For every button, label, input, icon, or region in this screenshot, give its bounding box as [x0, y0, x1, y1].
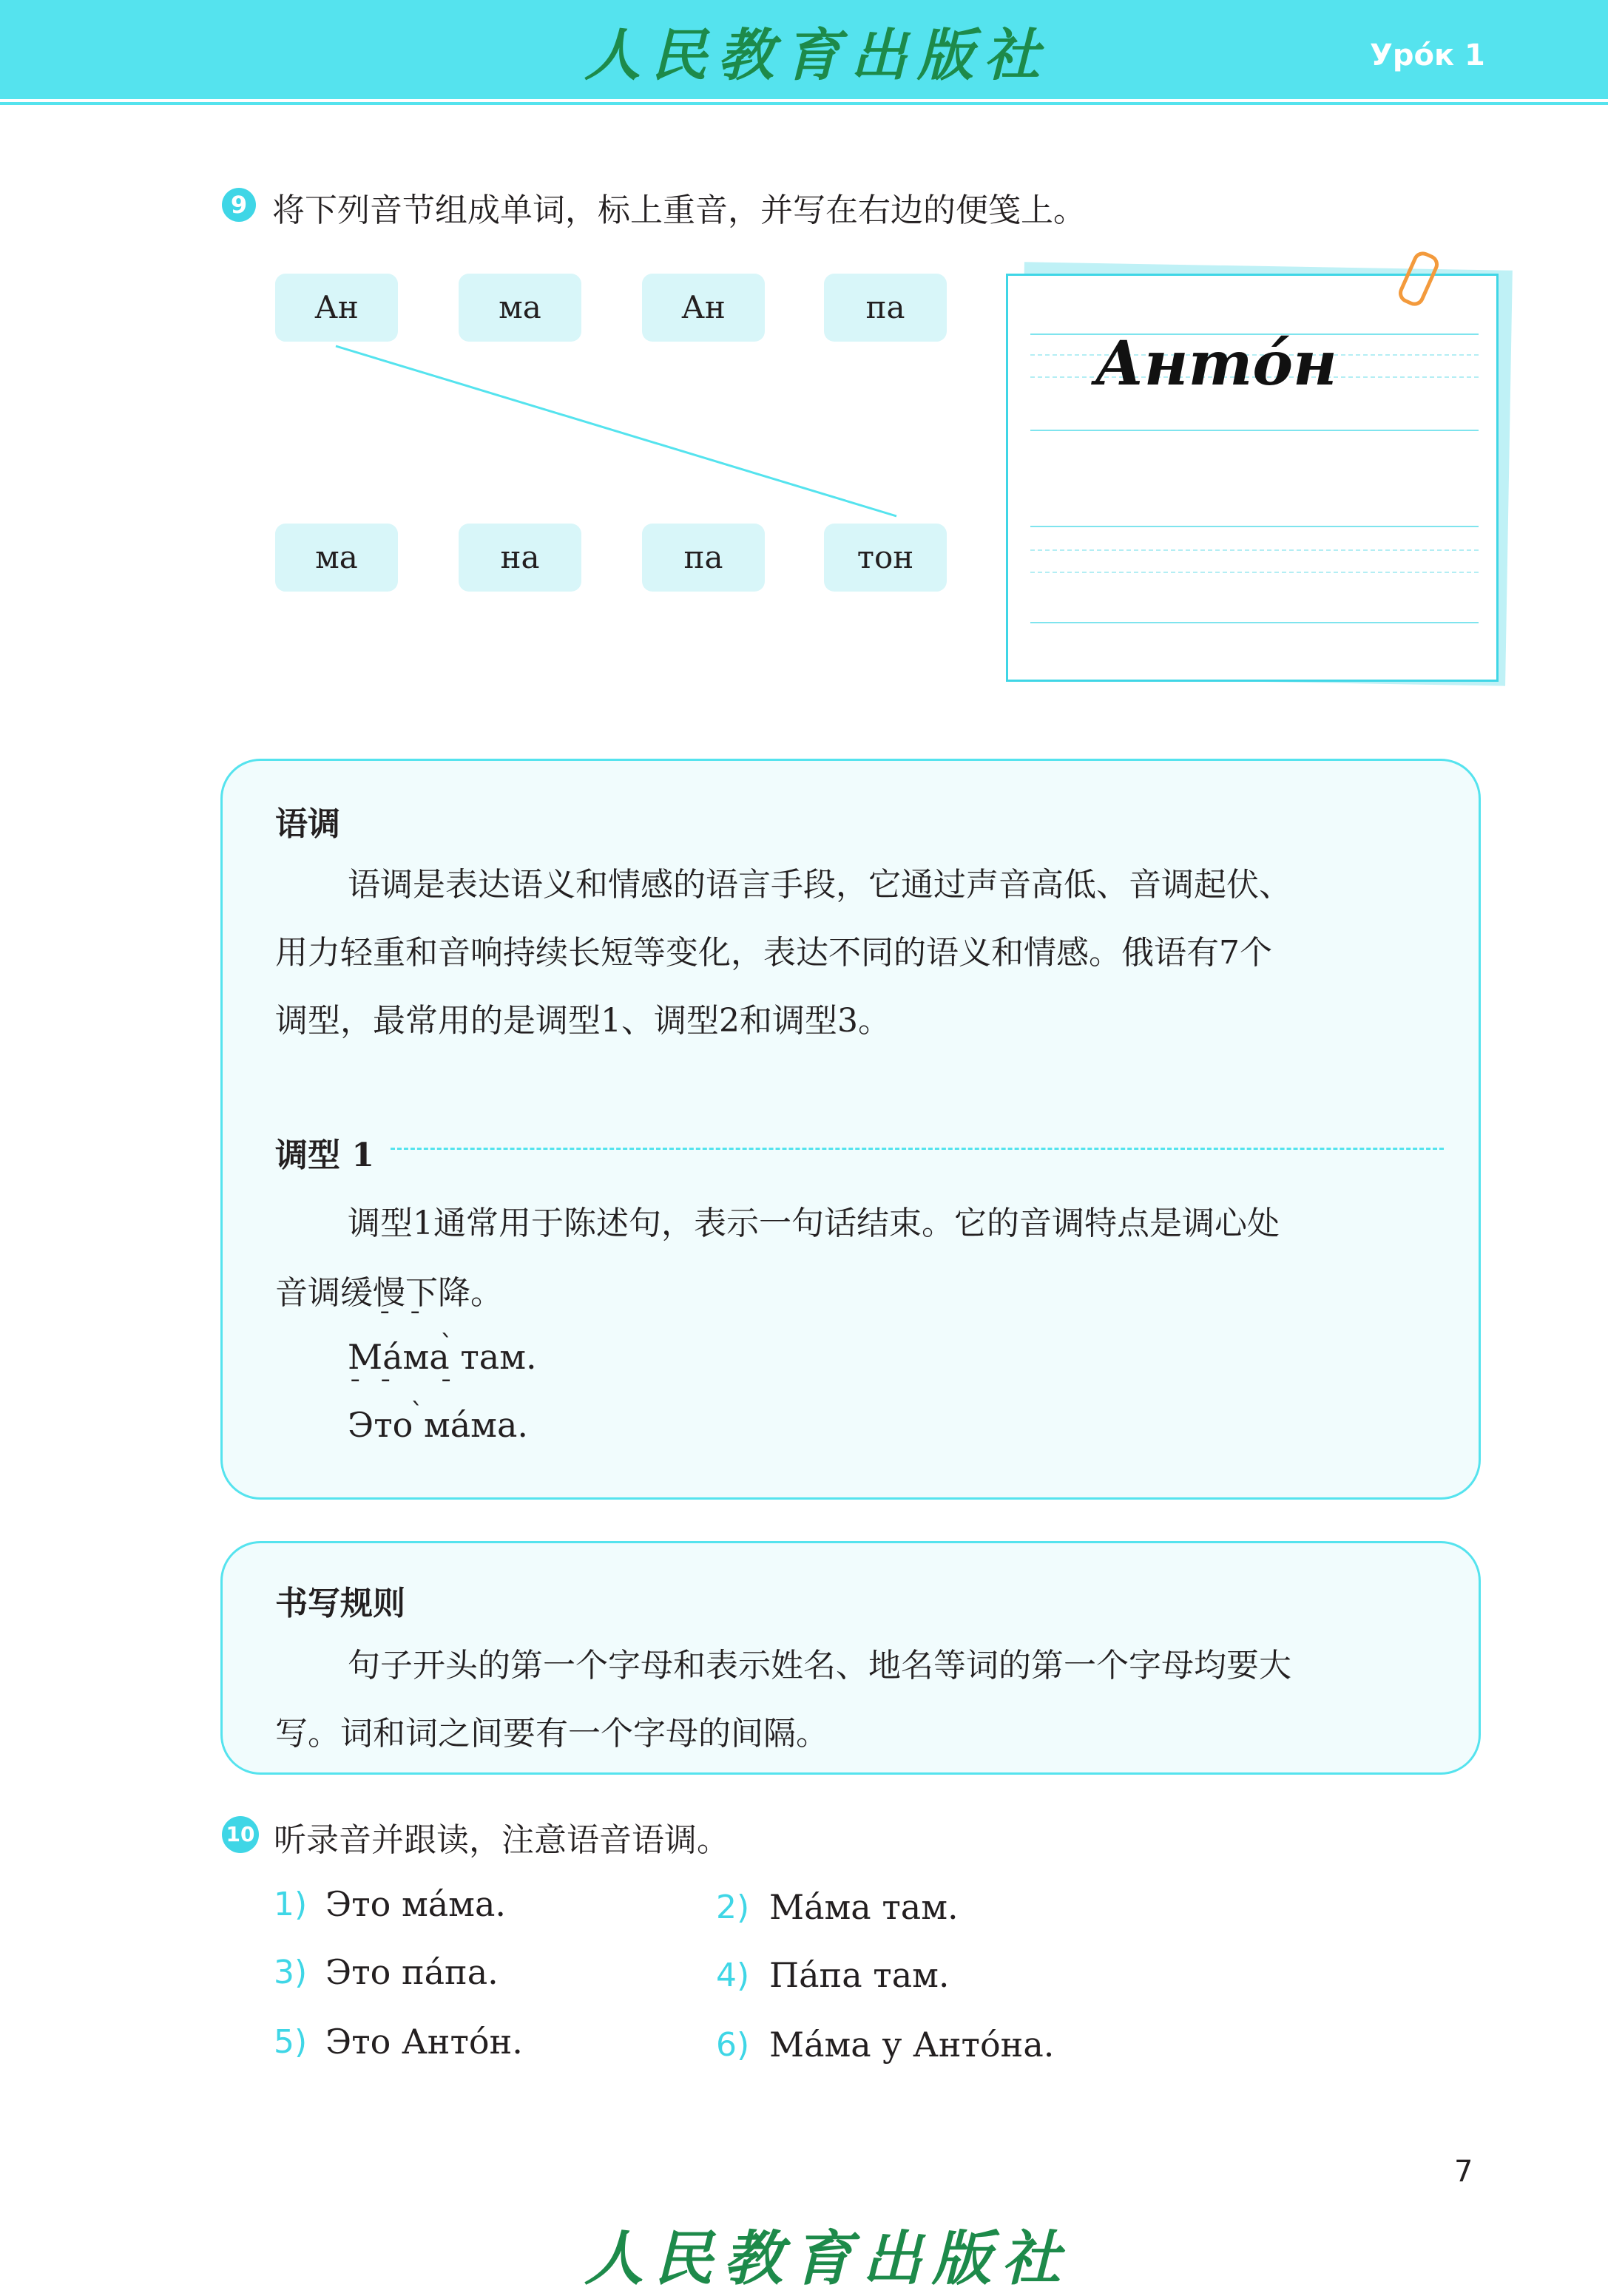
page-number: 7 [1454, 2155, 1473, 2189]
listening-item[interactable]: Пáпа там. [769, 1955, 950, 1995]
item-number: 6) [716, 2026, 750, 2064]
syllable-tile[interactable]: Ан [275, 274, 398, 342]
writing-rules-line: 句子开头的第一个字母和表示姓名、地名等词的第一个字母均要大 [348, 1647, 1291, 1684]
syllable-tile[interactable]: Ан [642, 274, 765, 342]
listening-item[interactable]: Мáма там. [769, 1887, 959, 1927]
lesson-label: Урóк 1 [1370, 38, 1485, 72]
intonation-example: Мáма там. [348, 1337, 537, 1377]
item-number: 4) [716, 1957, 750, 1994]
listening-item[interactable]: Это пáпа. [325, 1952, 499, 1992]
syllable-tile[interactable]: ма [459, 274, 581, 342]
footer-publisher-logo: 人民教育出版社 [584, 2224, 1071, 2293]
subsection-line: 调型1通常用于陈述句，表示一句话结束。它的音调特点是调心处 [348, 1205, 1280, 1242]
syllable-tile[interactable]: на [459, 524, 581, 592]
intonation-title: 语调 [275, 805, 340, 843]
note-line [1030, 572, 1479, 573]
note-line [1030, 622, 1479, 623]
intonation-paragraph-line: 用力轻重和音响持续长短等变化，表达不同的语义和情感。俄语有7个 [275, 934, 1272, 972]
tone-marks: ¯ ¯ ˎ [377, 1307, 453, 1337]
subsection-line: 音调缓慢下降。 [275, 1274, 503, 1312]
intonation-paragraph-line: 调型，最常用的是调型1、调型2和调型3。 [275, 1002, 891, 1040]
writing-rules-title: 书写规则 [275, 1585, 405, 1622]
syllable-tile[interactable]: па [642, 524, 765, 592]
listening-item[interactable]: Это мáма. [325, 1884, 506, 1924]
syllable-tile[interactable]: тон [824, 524, 947, 592]
item-number: 1) [274, 1886, 308, 1923]
listening-item[interactable]: Это Антóн. [325, 2022, 523, 2062]
item-number: 5) [274, 2023, 308, 2061]
exercise-9-number: 9 [222, 188, 256, 222]
intonation-paragraph-line: 语调是表达语义和情感的语言手段，它通过声音高低、音调起伏、 [348, 866, 1291, 904]
item-number: 3) [274, 1954, 308, 1991]
listening-item[interactable]: Мáма у Антóна. [769, 2025, 1055, 2065]
syllable-tile[interactable]: ма [275, 524, 398, 592]
writing-rules-line: 写。词和词之间要有一个字母的间隔。 [275, 1715, 828, 1753]
exercise-10-instruction: 听录音并跟读，注意语音语调。 [274, 1821, 729, 1859]
intonation-example: Это мáма. [348, 1405, 528, 1445]
subsection-divider [391, 1148, 1444, 1150]
publisher-logo: 人民教育出版社 [584, 22, 1050, 88]
exercise-10-number: 10 [222, 1816, 259, 1853]
note-line [1030, 430, 1479, 431]
note-line [1030, 549, 1479, 551]
exercise-9-instruction: 将下列音节组成单词，标上重音，并写在右边的便笺上。 [272, 192, 1086, 229]
intonation-subsection-title: 调型 1 [275, 1137, 374, 1174]
item-number: 2) [716, 1889, 750, 1926]
note-line [1030, 526, 1479, 527]
syllable-tile[interactable]: па [824, 274, 947, 342]
handwritten-answer: Антóн [1095, 328, 1337, 399]
tone-marks: ¯ ¯ ˎ ¯ [348, 1375, 454, 1405]
